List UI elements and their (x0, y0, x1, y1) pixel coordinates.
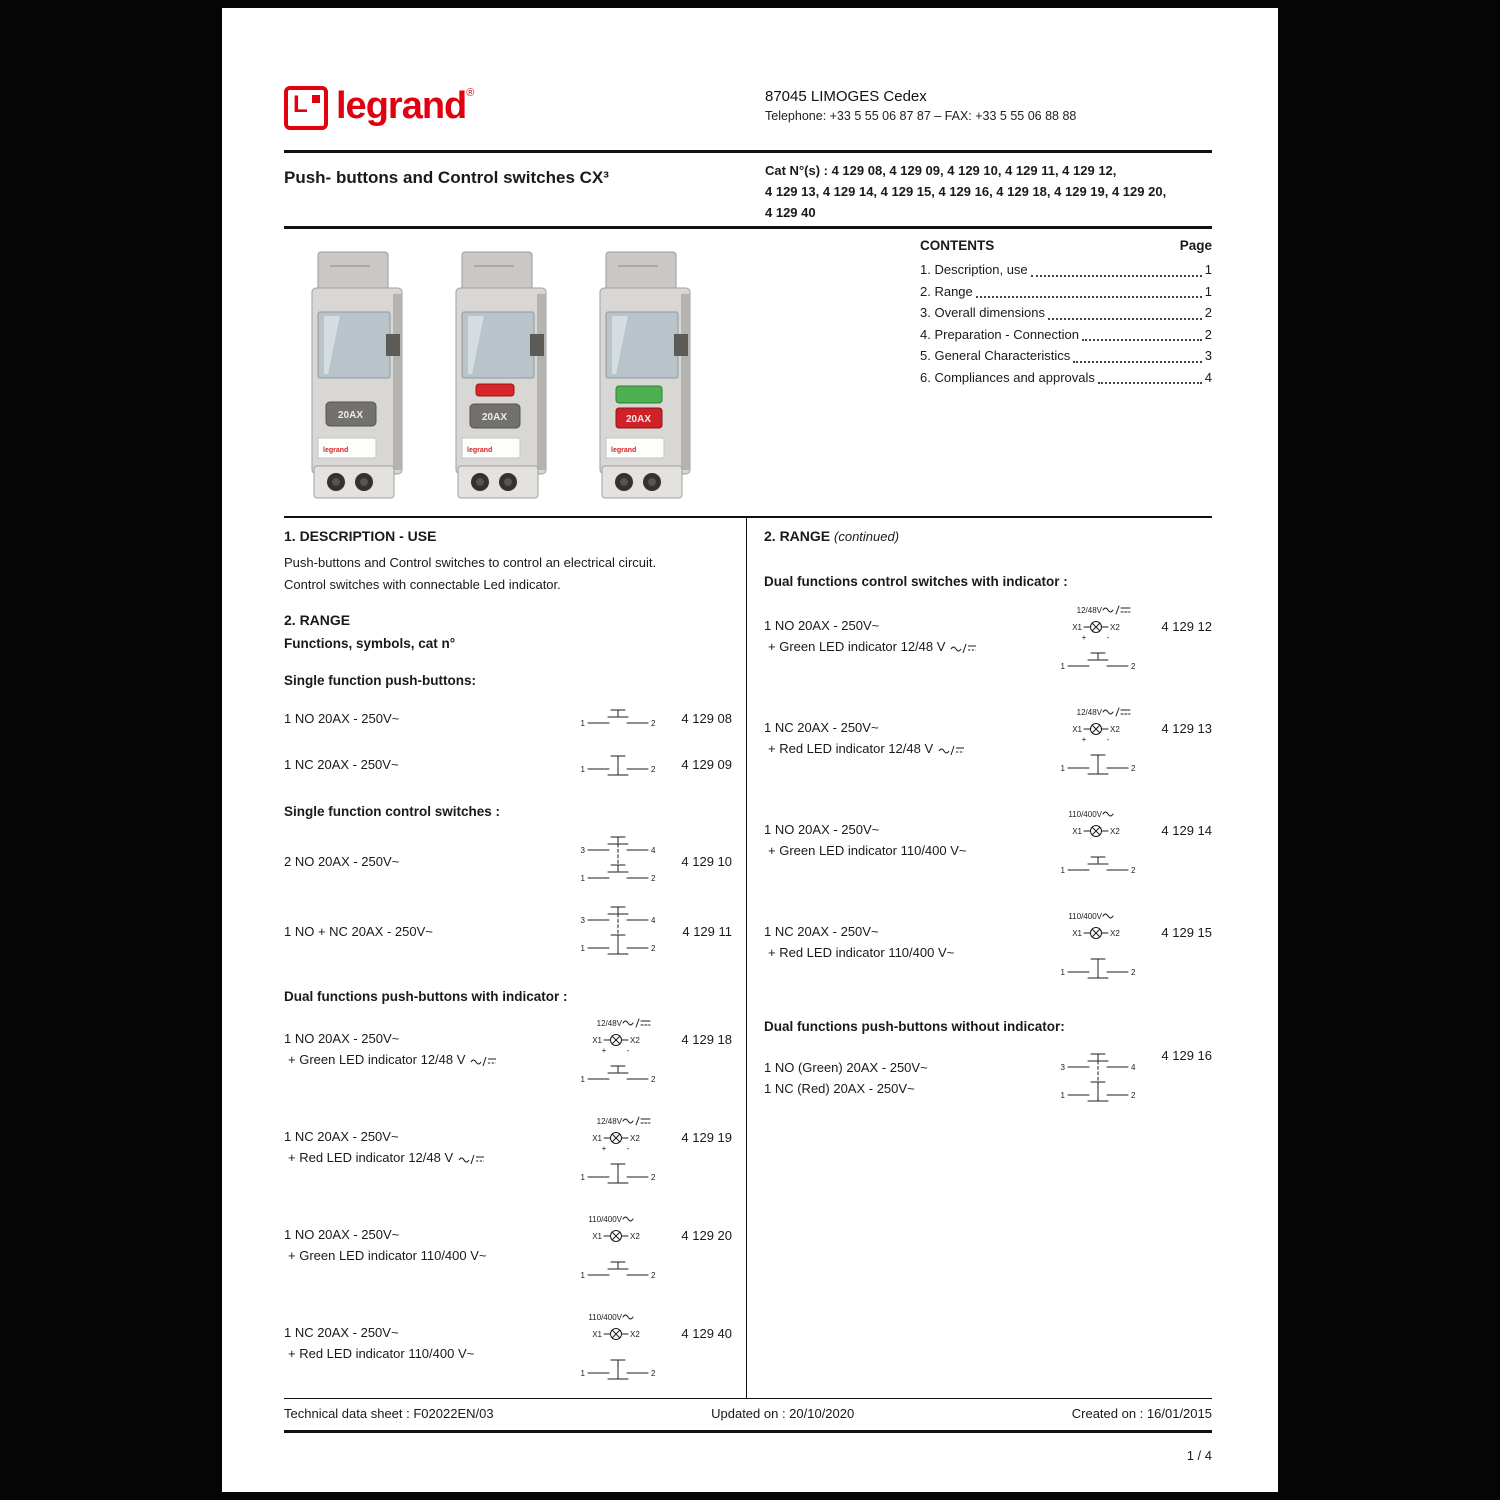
circuit-symbol-no-green-led-110400 (1050, 807, 1146, 883)
logo-wordmark: legrand (336, 85, 467, 127)
module-brand: legrand (611, 447, 637, 454)
module-brand: legrand (323, 447, 349, 454)
product-row (284, 1310, 732, 1386)
svg-text:1: 1 (580, 765, 585, 774)
circuit-symbol-2no (570, 831, 666, 891)
ac-dc-icon (469, 1055, 497, 1067)
svg-text:2: 2 (651, 1271, 656, 1280)
catalog-numbers (765, 160, 1212, 223)
divider (284, 1430, 1212, 1433)
footer-updated: Updated on : 20/10/2020 (711, 1406, 855, 1421)
circuit-symbol-nc-red-led-1248 (1050, 705, 1146, 781)
section-range-continued (764, 528, 1212, 544)
svg-text:1: 1 (1060, 1091, 1065, 1100)
svg-text:+: + (1081, 735, 1087, 744)
toc-item (920, 324, 1212, 346)
toc-item (920, 367, 1212, 389)
svg-text:X1: X1 (1072, 725, 1082, 734)
catalog-number: 4 129 12 (1161, 619, 1212, 634)
datasheet-page (222, 8, 1278, 1492)
cat-line: 4 129 40 (765, 205, 816, 220)
svg-text:X1: X1 (1072, 623, 1082, 632)
document-title: Push- buttons and Control switches CX³ (284, 168, 609, 187)
svg-text:X2: X2 (630, 1036, 640, 1045)
svg-text:X1: X1 (1072, 929, 1082, 938)
product-photos (298, 246, 704, 504)
svg-text:1: 1 (580, 1173, 585, 1182)
product-label: 1 NO 20AX - 250V~ (284, 1031, 400, 1046)
divider (284, 150, 1212, 153)
svg-text:2: 2 (1131, 1091, 1136, 1100)
toc-label: 3. Overall dimensions (920, 305, 1045, 320)
catalog-number: 4 129 09 (681, 756, 732, 772)
group-title-dual-control-switches-indicator: Dual functions control switches with indicator : (764, 574, 1068, 589)
range-subheading: Functions, symbols, cat n° (284, 636, 456, 651)
ac-dc-icon (457, 1153, 485, 1165)
cat-line: 4 129 13, 4 129 14, 4 129 15, 4 129 16, 4 129 18, 4 129 19, 4 129 20, (765, 184, 1167, 199)
svg-text:2: 2 (651, 874, 656, 883)
footer-created: Created on : 16/01/2015 (1071, 1406, 1212, 1421)
product-label-2 (284, 1147, 570, 1168)
product-photo-red-led (442, 246, 560, 504)
product-row (764, 705, 1212, 781)
svg-text:-: - (1106, 633, 1110, 642)
svg-text:X1: X1 (592, 1232, 602, 1241)
product-label-text: + Green LED indicator 12/48 V (768, 639, 946, 654)
product-label: 1 NO + NC 20AX - 250V~ (284, 923, 433, 939)
catalog-number: 4 129 20 (681, 1228, 732, 1243)
svg-text:1: 1 (580, 874, 585, 883)
svg-text:2: 2 (651, 719, 656, 728)
logo-square (312, 95, 320, 103)
svg-text:X2: X2 (1110, 929, 1120, 938)
registered-mark: ® (466, 87, 475, 99)
svg-text:+: + (601, 1144, 607, 1153)
description-line: Push-buttons and Control switches to control an electrical circuit. (284, 555, 657, 570)
svg-text:X1: X1 (592, 1036, 602, 1045)
product-label-2: + Green LED indicator 110/400 V~ (768, 843, 967, 858)
product-row (284, 1114, 732, 1190)
svg-text:2: 2 (1131, 662, 1136, 671)
svg-text:2: 2 (651, 765, 656, 774)
toc-page: 2 (1204, 305, 1212, 320)
toc-label: 5. General Characteristics (920, 348, 1071, 363)
divider (284, 226, 1212, 229)
svg-text:X1: X1 (592, 1330, 602, 1339)
toc-leader (1031, 275, 1202, 277)
product-label: 1 NO 20AX - 250V~ (764, 618, 880, 633)
group-title-dual-pushbuttons-no-indicator: Dual functions push-buttons without indicator: (764, 1019, 1065, 1034)
svg-text:-: - (626, 1046, 630, 1055)
badge-20ax: 20AX (338, 410, 364, 421)
product-label-2: + Red LED indicator 110/400 V~ (288, 1346, 475, 1361)
title-band (284, 158, 1212, 224)
toc-leader (976, 296, 1202, 298)
toc-label: 2. Range (920, 283, 973, 299)
product-label-2: + Red LED indicator 110/400 V~ (768, 945, 955, 960)
product-row (284, 748, 732, 780)
catalog-number: 4 129 15 (1161, 925, 1212, 940)
svg-text:+: + (601, 1046, 607, 1055)
svg-text:110/400V: 110/400V (588, 1313, 622, 1322)
toc-page: 3 (1204, 348, 1212, 363)
svg-text:2: 2 (651, 1369, 656, 1378)
product-row (284, 1212, 732, 1288)
group-title-single-pushbuttons: Single function push-buttons: (284, 673, 476, 688)
product-row (764, 807, 1212, 883)
svg-text:3: 3 (1060, 1063, 1065, 1072)
product-photo-green-red (586, 246, 704, 504)
cat-line: Cat N°(s) : 4 129 08, 4 129 09, 4 129 10, 4 129 11, 4 129 12, (765, 163, 1117, 178)
svg-text:X2: X2 (630, 1330, 640, 1339)
svg-text:1: 1 (580, 1075, 585, 1084)
catalog-number: 4 129 13 (1161, 721, 1212, 736)
circuit-symbol-nc-pushbutton (570, 748, 666, 780)
header (284, 82, 1212, 142)
product-label: 1 NC 20AX - 250V~ (284, 756, 399, 772)
svg-text:12/48V: 12/48V (596, 1117, 622, 1126)
footer-reference: Technical data sheet : F02022EN/03 (284, 1406, 494, 1421)
product-label-2: 1 NC (Red) 20AX - 250V~ (764, 1081, 915, 1096)
ac-dc-icon (937, 744, 965, 756)
svg-text:2: 2 (1131, 968, 1136, 977)
product-label: 1 NC 20AX - 250V~ (284, 1325, 399, 1340)
ac-dc-icon (949, 642, 977, 654)
right-column (764, 524, 1212, 1108)
svg-text:1: 1 (580, 719, 585, 728)
footer (284, 1406, 1212, 1421)
catalog-number: 4 129 19 (681, 1130, 732, 1145)
svg-text:-: - (626, 1144, 630, 1153)
contents-title: CONTENTS (920, 238, 995, 253)
circuit-symbol-nc-red-led-110400 (1050, 909, 1146, 985)
product-row (284, 1016, 732, 1092)
catalog-number: 4 129 14 (1161, 823, 1212, 838)
header-contact (765, 88, 1076, 123)
svg-text:-: - (1106, 735, 1110, 744)
product-label-2: + Green LED indicator 110/400 V~ (288, 1248, 487, 1263)
description-line: Control switches with connectable Led indicator. (284, 577, 561, 592)
svg-text:X2: X2 (630, 1232, 640, 1241)
catalog-number: 4 129 18 (681, 1032, 732, 1047)
svg-text:1: 1 (1060, 764, 1065, 773)
logo-letter: L (293, 91, 308, 118)
product-row (764, 1048, 1212, 1108)
range-continued-heading: 2. RANGE (764, 528, 831, 544)
product-label: 1 NC 20AX - 250V~ (764, 924, 879, 939)
toc-page: 4 (1204, 369, 1212, 385)
svg-text:2: 2 (1131, 764, 1136, 773)
legrand-logo (284, 86, 474, 130)
product-label: 1 NC 20AX - 250V~ (284, 1129, 399, 1144)
svg-text:X2: X2 (1110, 623, 1120, 632)
catalog-number: 4 129 08 (681, 710, 732, 726)
page-number: 1 / 4 (1186, 1448, 1212, 1463)
catalog-number: 4 129 40 (681, 1326, 732, 1341)
toc-item (920, 345, 1212, 367)
toc-item (920, 302, 1212, 324)
toc-label: 6. Compliances and approvals (920, 369, 1095, 385)
contents-box (920, 238, 1212, 388)
toc-item (920, 259, 1212, 281)
group-title-single-control-switches: Single function control switches : (284, 804, 501, 819)
circuit-symbol-no-green-led-1248 (1050, 603, 1146, 679)
svg-text:X2: X2 (630, 1134, 640, 1143)
phone-fax: Telephone: +33 5 55 06 87 87 – FAX: +33 5 55 06 88 88 (765, 109, 1077, 123)
svg-text:1: 1 (1060, 968, 1065, 977)
catalog-number: 4 129 16 (1161, 1048, 1212, 1063)
toc-leader (1098, 382, 1202, 384)
circuit-symbol-no-green-led-1248 (570, 1016, 666, 1092)
toc-leader (1082, 339, 1202, 341)
badge-20ax: 20AX (482, 412, 508, 423)
svg-text:12/48V: 12/48V (1076, 708, 1102, 717)
svg-text:4: 4 (651, 916, 656, 925)
svg-text:X1: X1 (1072, 827, 1082, 836)
divider (284, 1398, 1212, 1399)
svg-text:1: 1 (580, 1369, 585, 1378)
legrand-logo-icon (284, 86, 328, 130)
product-label: 1 NC 20AX - 250V~ (764, 720, 879, 735)
svg-text:X2: X2 (1110, 827, 1120, 836)
product-label-text: + Red LED indicator 12/48 V (768, 741, 934, 756)
toc-item (920, 281, 1212, 303)
svg-text:110/400V: 110/400V (1068, 912, 1102, 921)
circuit-symbol-nc-red-led-110400 (570, 1310, 666, 1386)
svg-text:1: 1 (1060, 866, 1065, 875)
svg-text:1: 1 (1060, 662, 1065, 671)
toc-leader (1073, 361, 1201, 363)
product-row (284, 901, 732, 961)
product-label-2 (764, 738, 1050, 759)
svg-text:4: 4 (651, 846, 656, 855)
product-row (284, 702, 732, 734)
svg-text:2: 2 (651, 1075, 656, 1084)
toc-label: 1. Description, use (920, 262, 1028, 277)
svg-text:12/48V: 12/48V (1076, 606, 1102, 615)
product-label: 1 NO 20AX - 250V~ (284, 1227, 400, 1242)
column-divider (746, 516, 747, 1398)
section-range-heading: 2. RANGE (284, 612, 351, 628)
toc-page: 2 (1204, 326, 1212, 342)
svg-text:3: 3 (580, 846, 585, 855)
circuit-symbol-no-nc (570, 901, 666, 961)
toc-page: 1 (1204, 283, 1212, 299)
catalog-number: 4 129 10 (681, 853, 732, 869)
svg-text:110/400V: 110/400V (1068, 810, 1102, 819)
svg-text:1: 1 (580, 1271, 585, 1280)
product-row (764, 603, 1212, 679)
circuit-symbol-nc-red-led-1248 (570, 1114, 666, 1190)
svg-text:3: 3 (580, 916, 585, 925)
svg-text:X2: X2 (1110, 725, 1120, 734)
product-label-2 (284, 1049, 570, 1070)
toc-label: 4. Preparation - Connection (920, 326, 1079, 342)
circuit-symbol-no-pushbutton (570, 702, 666, 734)
svg-text:+: + (1081, 633, 1087, 642)
address: 87045 LIMOGES Cedex (765, 88, 927, 105)
product-label: 2 NO 20AX - 250V~ (284, 853, 400, 869)
left-column (284, 524, 732, 1386)
product-label: 1 NO 20AX - 250V~ (284, 710, 400, 726)
range-continued-note: (continued) (834, 529, 900, 544)
module-brand: legrand (467, 447, 493, 454)
circuit-symbol-no-nc (1050, 1048, 1146, 1108)
svg-text:2: 2 (651, 1173, 656, 1182)
catalog-number: 4 129 11 (682, 923, 732, 939)
toc-page: 1 (1204, 262, 1212, 277)
svg-text:1: 1 (580, 944, 585, 953)
product-row (284, 831, 732, 891)
product-label-text: + Red LED indicator 12/48 V (288, 1150, 454, 1165)
section-description-heading: 1. DESCRIPTION - USE (284, 528, 437, 544)
svg-text:2: 2 (651, 944, 656, 953)
product-label: 1 NO (Green) 20AX - 250V~ (764, 1060, 928, 1075)
product-row (764, 909, 1212, 985)
svg-text:12/48V: 12/48V (596, 1019, 622, 1028)
product-label-text: + Green LED indicator 12/48 V (288, 1052, 466, 1067)
svg-text:4: 4 (1131, 1063, 1136, 1072)
divider (284, 516, 1212, 518)
contents-page-label: Page (1179, 238, 1212, 253)
toc-leader (1048, 318, 1202, 320)
product-photo-pushbutton (298, 246, 416, 504)
circuit-symbol-no-green-led-110400 (570, 1212, 666, 1288)
svg-text:110/400V: 110/400V (588, 1215, 622, 1224)
svg-text:X1: X1 (592, 1134, 602, 1143)
svg-text:2: 2 (1131, 866, 1136, 875)
group-title-dual-pushbuttons-indicator: Dual functions push-buttons with indicator : (284, 989, 568, 1004)
product-label-2 (764, 636, 1050, 657)
product-label: 1 NO 20AX - 250V~ (764, 822, 880, 837)
badge-20ax: 20AX (626, 414, 652, 425)
